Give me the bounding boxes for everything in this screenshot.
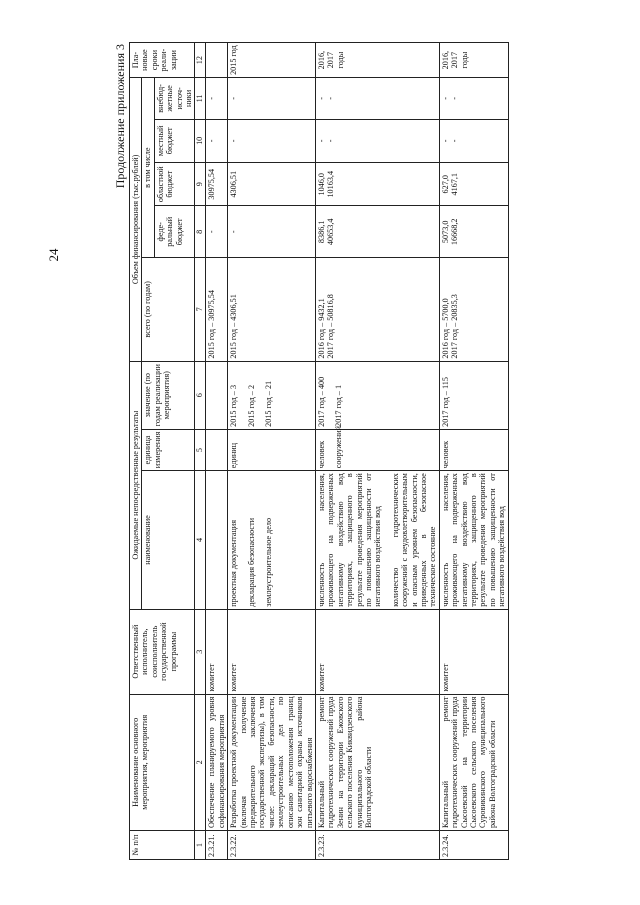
measure-name: Капитальный ремонт гидротехнических сооружений пруда Сысоевский на территории Сысоевского сельского поселения Суровикинского муниципального района Волгоградской области bbox=[439, 694, 508, 831]
funding-term: 2016, 2017 годы bbox=[439, 43, 508, 78]
column-number: 1 bbox=[195, 831, 206, 860]
result-value: 2017 год – 400 bbox=[316, 376, 326, 427]
program-table bbox=[129, 42, 509, 860]
result-name: численность населения, проживающего на подверженных негативному воздействию вод территориях, защищенного в результате проведения мероприятий по повышению защищенности от негативного воздействия вод bbox=[316, 473, 383, 607]
result-units bbox=[206, 429, 228, 470]
responsible-executor: комитет bbox=[228, 609, 316, 694]
header-regional: областной бюджет bbox=[154, 163, 195, 206]
result-value: 2017 год – 115 bbox=[440, 377, 450, 427]
result-values bbox=[439, 361, 508, 429]
measure-name: Капитальный ремонт гидротехнических сооружений пруда Зенин на территории Ежовского сельского поселения Киквидзенского муниципального района Волгоградской области bbox=[315, 694, 439, 831]
column-number: 12 bbox=[195, 43, 206, 78]
result-values bbox=[206, 361, 228, 429]
result-name: проектная документация bbox=[229, 520, 239, 607]
result-unit: сооружений bbox=[334, 426, 344, 469]
funding-total: 2016 год – 9432,1 2017 год – 50816,8 bbox=[315, 258, 439, 361]
funding-extra: - - bbox=[315, 78, 439, 119]
row-number: 2.3.22. bbox=[228, 831, 316, 860]
header-name: Наименование основного мероприятия, мероприятия bbox=[130, 694, 195, 831]
result-value: 2017 год – 1 bbox=[334, 384, 344, 427]
column-number: 6 bbox=[195, 361, 206, 429]
column-number: 9 bbox=[195, 163, 206, 206]
result-value: 2015 год – 21 bbox=[264, 380, 274, 427]
result-units bbox=[439, 429, 508, 470]
funding-total: 2016 год – 5700,0 2017 год – 20835,3 bbox=[439, 258, 508, 361]
funding-extra: - bbox=[206, 78, 228, 119]
page-number: 24 bbox=[46, 248, 61, 262]
header-including: в том числе bbox=[142, 78, 154, 258]
funding-federal: 5073,0 16668,2 bbox=[439, 206, 508, 258]
funding-total: 2015 год – 30975,54 bbox=[206, 258, 228, 361]
funding-term bbox=[206, 43, 228, 78]
row-number: 2.3.21. bbox=[206, 831, 228, 860]
funding-federal: - bbox=[206, 206, 228, 258]
column-number: 3 bbox=[195, 609, 206, 694]
funding-total: 2015 год – 4306,51 bbox=[228, 258, 316, 361]
funding-local: - - bbox=[439, 119, 508, 162]
result-names bbox=[315, 471, 439, 610]
header-total: всего (по годам) bbox=[142, 258, 195, 361]
header-terms: Пла-новые сроки реали-зации bbox=[130, 43, 195, 78]
responsible-executor: комитет bbox=[315, 609, 439, 694]
result-value: 2015 год – 3 bbox=[229, 384, 239, 427]
result-values bbox=[228, 361, 316, 429]
result-name: землеустроительное дело bbox=[264, 517, 274, 607]
measure-name: Разработка проектной документации (включая получение предварительного заключения государственной экспертизы), в том числе: деклараций безопасности, землеустроительных дел по описанию местоположения границ зон санитарной охраны источников питьевого водоснабжения bbox=[228, 694, 316, 831]
funding-term: 2016, 2017 годы bbox=[315, 43, 439, 78]
table-row bbox=[228, 43, 316, 860]
funding-regional: 1046,0 10163,4 bbox=[315, 163, 439, 206]
column-number: 10 bbox=[195, 119, 206, 162]
row-number: 2.3.23. bbox=[315, 831, 439, 860]
responsible-executor: комитет bbox=[206, 609, 228, 694]
table-row bbox=[315, 43, 439, 860]
funding-regional: 4306,51 bbox=[228, 163, 316, 206]
header-responsible: Ответственный исполнитель, соисполнитель государственной программы bbox=[130, 609, 195, 694]
column-number: 5 bbox=[195, 429, 206, 470]
result-names bbox=[439, 471, 508, 610]
result-units bbox=[228, 429, 316, 470]
result-values bbox=[315, 361, 439, 429]
header-exp-name: наименование bbox=[142, 471, 195, 610]
result-name: количество гидротехнических сооружений с неудовлетворительным и опасным уровнем безопасности, приведенных в безопасное техническое состояние bbox=[390, 473, 438, 607]
header-federal: феде-ральный бюджет bbox=[154, 206, 195, 258]
header-exp-value: значение (по годам реализации мероприятия) bbox=[142, 361, 195, 429]
result-name: декларация безопасности bbox=[246, 517, 256, 607]
funding-local: - - bbox=[315, 119, 439, 162]
column-number: 2 bbox=[195, 694, 206, 831]
result-value: 2015 год – 2 bbox=[246, 384, 256, 427]
funding-local: - bbox=[206, 119, 228, 162]
funding-local: - bbox=[228, 119, 316, 162]
funding-regional: 627,0 4167,1 bbox=[439, 163, 508, 206]
header-exp-unit: единица измерения bbox=[142, 429, 195, 470]
table-row bbox=[439, 43, 508, 860]
result-unit: человек bbox=[440, 440, 450, 469]
continuation-caption: Продолжение приложения 3 bbox=[113, 44, 127, 189]
responsible-executor: комитет bbox=[439, 609, 508, 694]
rotated-page-content bbox=[113, 40, 623, 860]
column-number: 7 bbox=[195, 258, 206, 361]
funding-extra: - - bbox=[439, 78, 508, 119]
measure-name: Обеспечение планируемого уровня софинансирования мероприятия bbox=[206, 694, 228, 831]
column-number: 11 bbox=[195, 78, 206, 119]
result-name: численность населения, проживающего на подверженных негативному воздействию вод территориях, защищенного в результате проведения мероприятий по повышению защищенности от негативного воздействия вод bbox=[440, 473, 507, 607]
row-number: 2.3.24. bbox=[439, 831, 508, 860]
header-funding: Объем финансирования (тыс.рублей) bbox=[130, 78, 142, 361]
result-names bbox=[206, 471, 228, 610]
result-unit: единиц bbox=[229, 442, 239, 469]
column-number-row bbox=[195, 43, 206, 860]
table-row bbox=[206, 43, 228, 860]
funding-federal: 8386,1 40653,4 bbox=[315, 206, 439, 258]
funding-extra: - bbox=[228, 78, 316, 119]
funding-term: 2015 год bbox=[228, 43, 316, 78]
header-no: № п/п bbox=[130, 831, 195, 860]
column-number: 4 bbox=[195, 471, 206, 610]
column-number: 8 bbox=[195, 206, 206, 258]
funding-regional: 30975,54 bbox=[206, 163, 228, 206]
header-local: местный бюджет bbox=[154, 119, 195, 162]
result-unit: человек bbox=[316, 440, 326, 469]
result-units bbox=[315, 426, 439, 470]
table-body bbox=[206, 43, 508, 860]
header-expected: Ожидаемые непосредственные результаты bbox=[130, 361, 142, 609]
header-extra: внебюд-жетные источ-ники bbox=[154, 78, 195, 119]
result-names bbox=[228, 471, 316, 610]
funding-federal: - bbox=[228, 206, 316, 258]
